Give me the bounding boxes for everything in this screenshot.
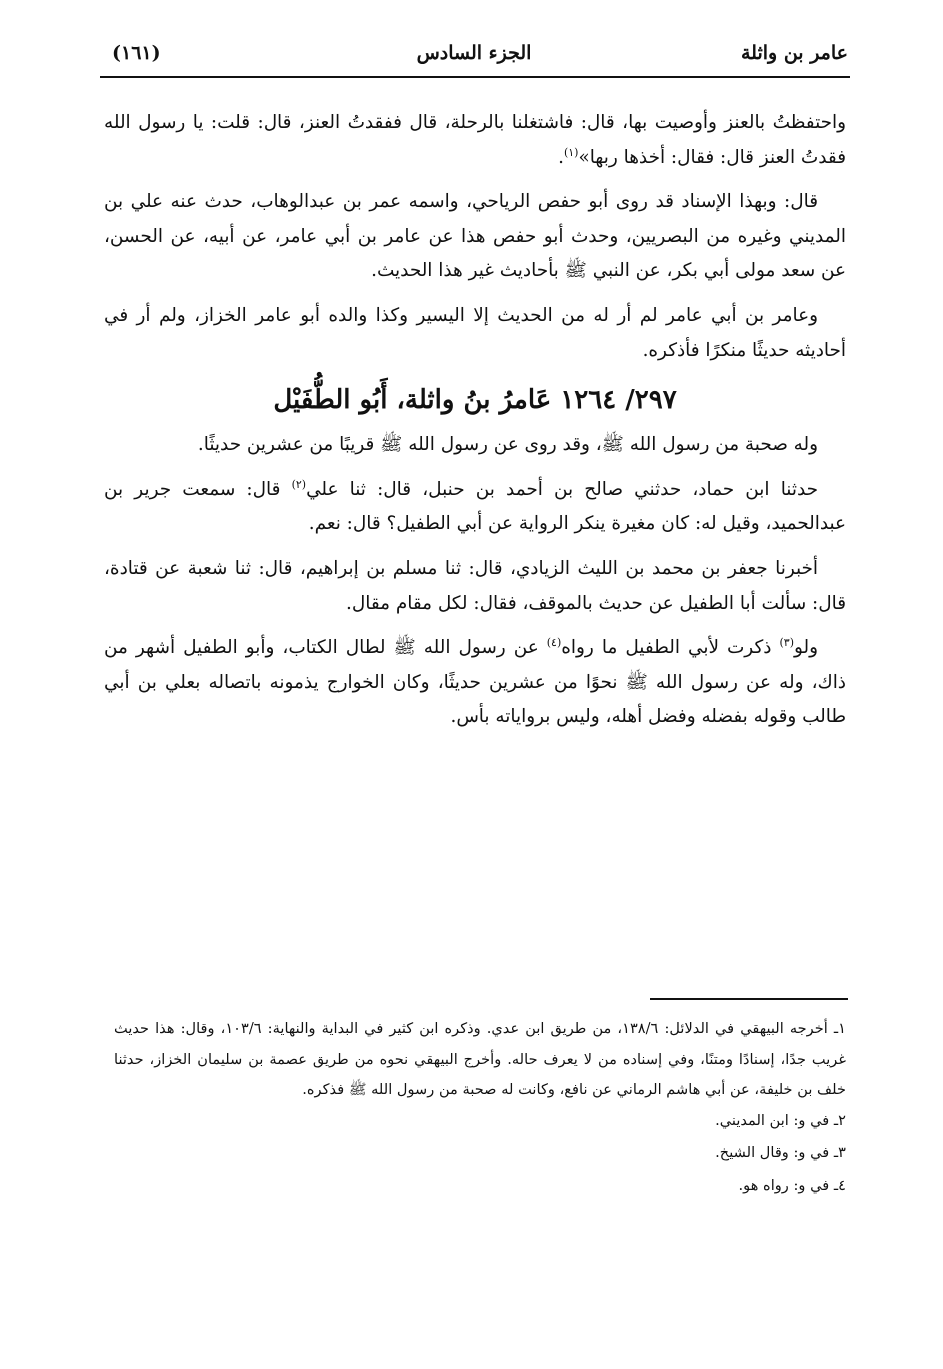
footnotes [114,1014,846,1203]
paragraph-7: ولو$^{(٣)}$ ذكرت لأبي الطفيل ما رواه$^{(٤)}$ عن رسول الله ﷺ لطال الكتاب، وأبو الطفيل أشهر من ذاك، وله عن رسول الله ﷺ نحوًا من عشرين حديثًا، وكان الخوارج يذمونه باتصاله بعلي بن أبي طالب وقوله بفضله وفضل أهله، وليس برواياته بأس. [104,636,846,728]
main-text [104,106,846,745]
footnote-divider [650,998,848,1000]
footnote-ref-1: (١) [563,145,579,159]
footnote-2: ٢ـ في و: ابن المديني. [715,1111,846,1129]
paragraph-6: أخبرنا جعفر بن محمد بن الليث الزيادي، قال: ثنا مسلم بن إبراهيم، قال: ثنا شعبة عن قتادة، قال: سألت أبا الطفيل عن حديث بالموقف، فقال: لكل مقام مقال. [104,557,846,614]
running-header [100,40,848,76]
footnote-ref-2: (٢) [291,477,307,491]
footnote-1: ١ـ أخرجه البيهقي في الدلائل: ١٣٨/٦، من طريق ابن عدي. وذكره ابن كثير في البداية والنهاية: ١٠٣/٦، وقال: هذا حديث غريب جدًا، إسنادًا ومتنًا، وفي إسناده من لا يعرف حاله. وأخرج البيهقي نحوه من طريق عصمة بن سليمان الخزاز، حدثنا خلف بن خليفة، عن أبي هاشم الرماني عن نافع، وكانت له صحبة من رسول الله ﷺ فذكره. [114,1020,846,1098]
footnote-4: ٤ـ في و: رواه هو. [738,1176,846,1194]
footnote-ref-3: (٣) [779,636,794,649]
paragraph-2: قال: وبهذا الإسناد قد روى أبو حفص الرياحي، واسمه عمر بن عبدالوهاب، حدث عنه علي بن المديني وغيره من البصريين، وحدث أبو حفص هذا عن عامر بن أبي عامر، عن أبيه، عن الحسن، عن سعد مولى أبي بكر، عن النبي ﷺ بأحاديث غير هذا الحديث. [104,191,846,282]
paragraph-3: وعامر بن أبي عامر لم أر له من الحديث إلا اليسير وكذا والده أبو عامر الخزاز، ولم أر في أحاديثه حديثًا منكرًا فأذكره. [104,304,846,361]
header-volume: الجزء السادس [416,42,532,64]
paragraph-5: حدثنا ابن حماد، حدثني صالح بن أحمد بن حنبل، قال: ثنا علي$^{(٢)}$ قال: سمعت جرير بن عبدالحميد، وقيل له: كان مغيرة ينكر الرواية عن أبي الطفيل؟ قال: نعم. [104,477,846,535]
footnote-ref-4: (٤) [546,636,562,649]
header-divider [100,76,850,78]
paragraph-1: واحتفظتُ بالعنز وأوصيت بها، قال: فاشتغلنا بالرحلة، قال ففقدتُ العنز، قال: قلت: يا رسول الله فقدتُ العنز قال: فقال: أخذها ربها»$^{(١)}$. [104,112,846,168]
paragraph-4: وله صحبة من رسول الله ﷺ، وقد روى عن رسول الله ﷺ قريبًا من عشرين حديثًا. [197,434,818,456]
header-chapter-title: عامر بن واثلة [741,42,848,64]
section-title: ٢٩٧/ ١٢٦٤ عَامرُ بنُ واثلة، أَبُو الطُّفَيْل [273,385,677,416]
page-number: (١٦١) [112,42,161,64]
footnote-3: ٣ـ في و: وقال الشيخ. [715,1144,846,1161]
